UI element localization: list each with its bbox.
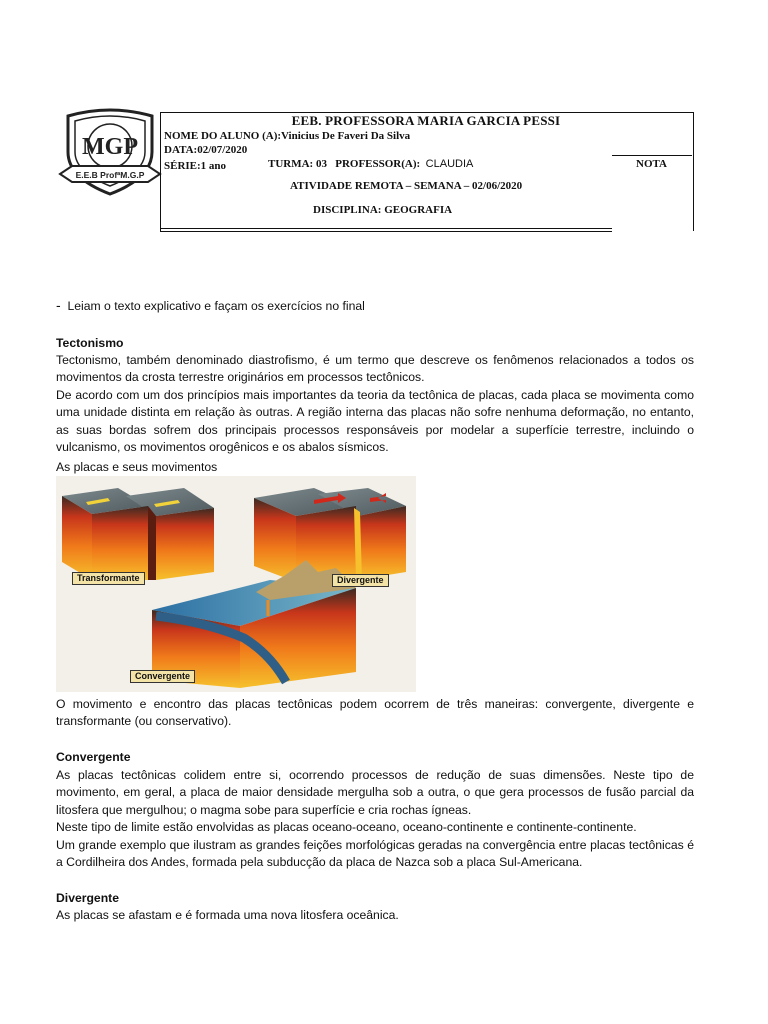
figure-caption: As placas e seus movimentos — [56, 460, 218, 474]
header-divider — [160, 228, 612, 229]
label-divergent: Divergente — [332, 574, 389, 587]
date: DATA:02/07/2020 — [164, 144, 248, 156]
transform-boundary-diagram — [62, 488, 214, 580]
logo-monogram: MGP — [82, 134, 138, 160]
school-name: EEB. PROFESSORA MARIA GARCIA PESSI — [291, 113, 561, 128]
professor-label: PROFESSOR(A): — [335, 158, 421, 170]
serie: SÉRIE:1 ano — [164, 160, 227, 172]
activity-title: ATIVIDADE REMOTA – SEMANA – 02/06/2020 — [290, 180, 523, 192]
instruction — [56, 297, 694, 315]
nota-divider — [612, 155, 692, 156]
section-title-tectonismo: Tectonismo — [56, 336, 124, 350]
paragraph: As placas tectônicas colidem entre si, ocorrendo processos de redução de suas dimensões. Neste tipo de movimento, em geral, a placa de maior densidade mergulha sob a outra, o que gera processos de fusão parcial da litosfera que mergulhou; o magma sobe para superfície e cria rochas ígneas. — [56, 768, 694, 817]
nota-label: NOTA — [636, 158, 667, 170]
discipline: DISCIPLINA: GEOGRAFIA — [313, 204, 453, 216]
divergent-boundary-diagram — [254, 488, 406, 582]
logo-ribbon-text: E.E.B ProfªM.G.P — [75, 170, 145, 180]
paragraph: As placas se afastam e é formada uma nova litosfera oceânica. — [56, 908, 399, 922]
label-convergent: Convergente — [130, 670, 195, 683]
section-title-convergente: Convergente — [56, 750, 131, 764]
professor-name: CLAUDIA — [425, 158, 474, 170]
section-title-divergente: Divergente — [56, 891, 119, 905]
paragraph: Neste tipo de limite estão envolvidas as placas oceano-oceano, oceano-continente e continente-continente. — [56, 820, 637, 834]
turma-professor — [268, 158, 473, 170]
instruction-bullet: - — [56, 297, 61, 313]
paragraph: Um grande exemplo que ilustram as grandes feições morfológicas geradas na convergência entre placas tectônicas é a Cordilheira dos Andes, formada pela subducção da placa de Nazca sob a placa Sul-Americana. — [56, 838, 694, 870]
label-transform: Transformante — [72, 572, 145, 585]
turma: TURMA: 03 — [268, 158, 327, 170]
student-name: NOME DO ALUNO (A):Vinicius De Faveri Da Silva — [164, 130, 411, 142]
paragraph: De acordo com um dos princípios mais importantes da teoria da tectônica de placas, cada placa se movimenta como uma unidade distinta em relação às outras. A região interna das placas não sofre nenhuma deformação, no entanto, as suas bordas sofrem dos principais processos responsáveis por modelar a superfície terrestre, incluindo o vulcanismo, os movimentos orogênicos e os abalos sísmicos. — [56, 388, 694, 455]
school-logo — [58, 108, 162, 200]
plate-movements-figure — [56, 476, 416, 692]
paragraph: O movimento e encontro das placas tectônicas podem ocorrem de três maneiras: convergente, divergente e transformante (ou conservativo). — [56, 697, 694, 729]
paragraph: Tectonismo, também denominado diastrofismo, é um termo que descreve os fenômenos relacionados a todos os movimentos da crosta terrestre originários em processos tectônicos. — [56, 353, 694, 385]
convergent-boundary-diagram — [152, 560, 356, 688]
instruction-text: Leiam o texto explicativo e façam os exercícios no final — [67, 299, 365, 313]
shield-icon — [58, 108, 162, 200]
header-divider — [160, 231, 612, 232]
